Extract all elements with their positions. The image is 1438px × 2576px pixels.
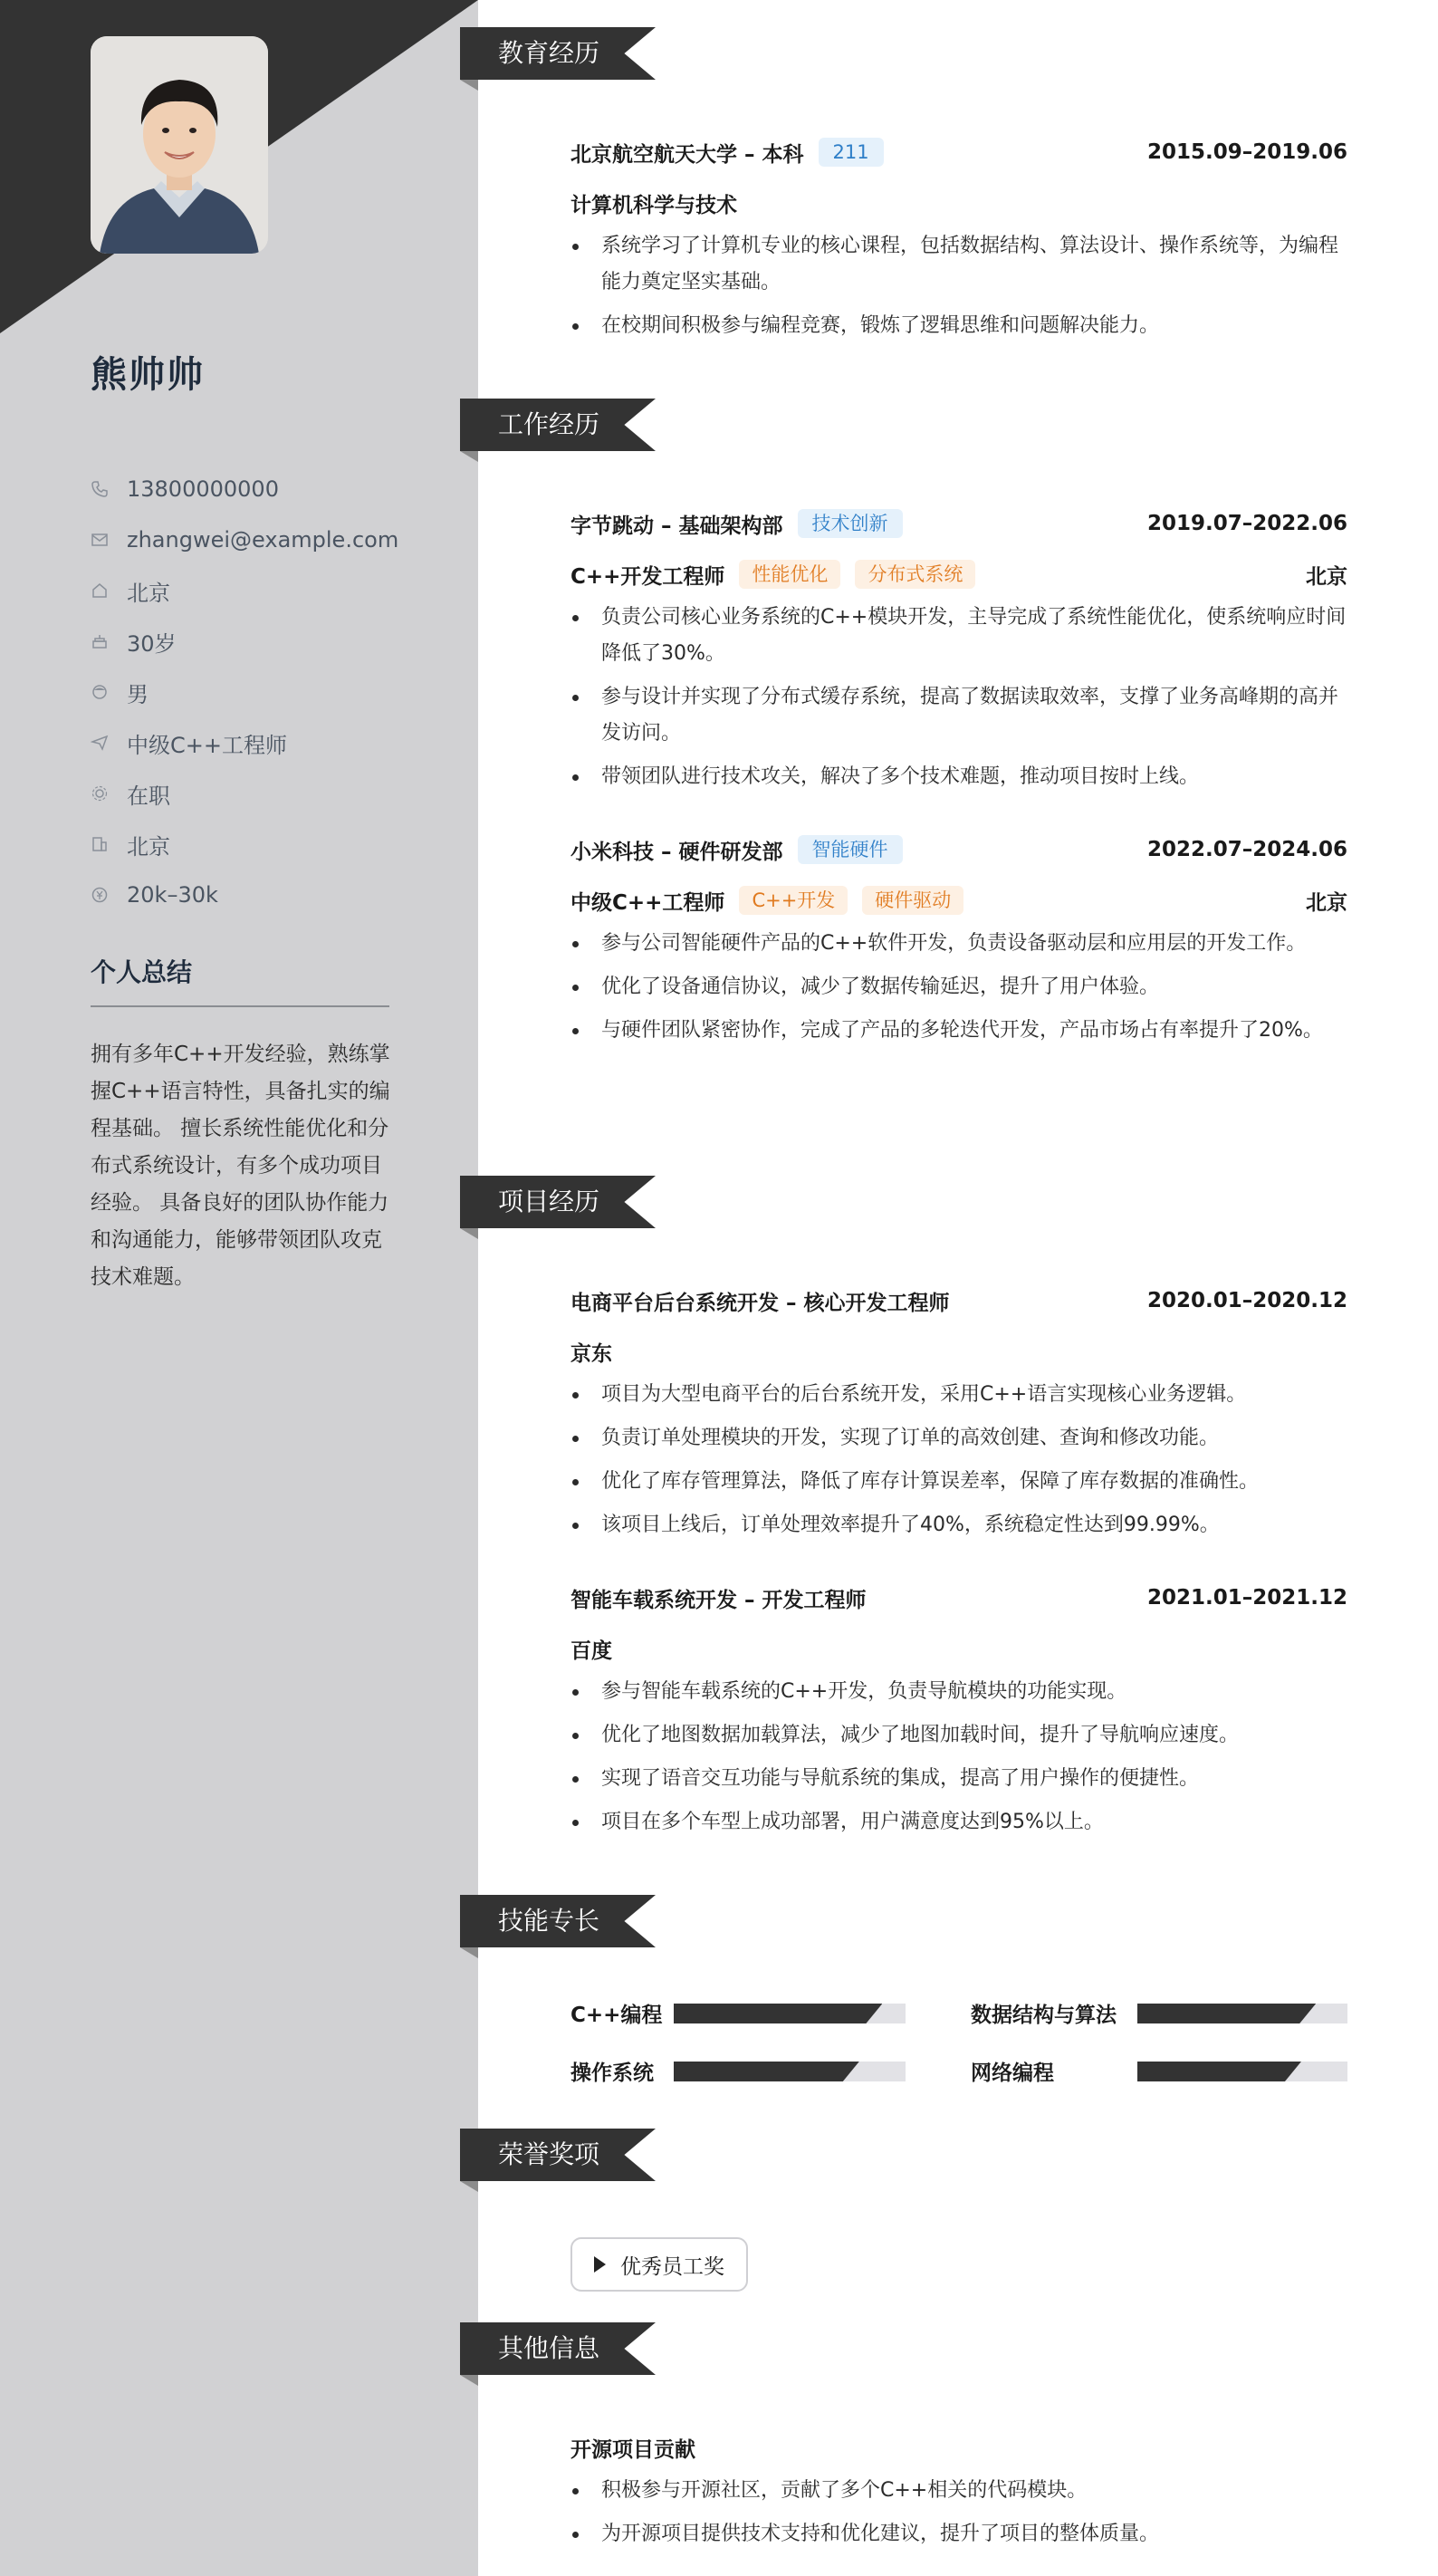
project-company: 百度 [570, 1639, 612, 1663]
company-tag: 技术创新 [798, 509, 903, 538]
ribbon-fold [460, 2375, 478, 2386]
section-title: 工作经历 [498, 409, 600, 439]
skill-name: 网络编程 [971, 2061, 1054, 2085]
list-item: 优化了库存管理算法，降低了库存计算误差率，保障了库存数据的准确性。 [570, 1464, 1347, 1500]
skill-bar-track [674, 2062, 906, 2081]
ribbon-fold [460, 80, 478, 91]
list-item: 积极参与开源社区，贡献了多个C++相关的代码模块。 [570, 2473, 1347, 2509]
skill-item [570, 1994, 662, 2031]
other-bullets [570, 2473, 1347, 2552]
company-name: 字节跳动 – 基础架构部 [570, 514, 783, 538]
phone-icon [91, 480, 109, 498]
list-item: 该项目上线后，订单处理效率提升了40%，系统稳定性达到99.99%。 [570, 1507, 1347, 1543]
section-title: 教育经历 [498, 38, 600, 68]
candidate-name: 熊帅帅 [91, 354, 205, 396]
job-bullets [570, 926, 1347, 1049]
position-text: 中级C++工程师 [127, 732, 287, 758]
play-icon [594, 2256, 606, 2273]
building-icon [91, 835, 109, 853]
project-date: 2021.01–2021.12 [1146, 1586, 1347, 1610]
list-item: 系统学习了计算机专业的核心课程，包括数据结构、算法设计、操作系统等，为编程能力奠定坚实基础。 [570, 228, 1347, 301]
list-item: 为开源项目提供技术支持和优化建议，提升了项目的整体质量。 [570, 2516, 1347, 2552]
list-item: 项目在多个车型上成功部署，用户满意度达到95%以上。 [570, 1804, 1347, 1841]
section-title: 荣誉奖项 [498, 2139, 600, 2169]
project-name: 电商平台后台系统开发 – 核心开发工程师 [570, 1291, 950, 1315]
list-item: 负责订单处理模块的开发，实现了订单的高效创建、查询和修改功能。 [570, 1420, 1347, 1456]
status-text: 在职 [127, 783, 170, 809]
info-position [91, 717, 398, 768]
contact-info-list [91, 464, 398, 920]
ribbon-fold [460, 1228, 478, 1239]
cake-icon [91, 632, 109, 650]
list-item: 负责公司核心业务系统的C++模块开发，主导完成了系统性能优化，使系统响应时间降低了30%。 [570, 600, 1347, 672]
skill-item [971, 1994, 1117, 2031]
skill-tag: 硬件驱动 [862, 886, 963, 915]
award-badge [570, 2237, 748, 2292]
info-status [91, 768, 398, 819]
project-name: 智能车载系统开发 – 开发工程师 [570, 1588, 867, 1612]
other-heading: 开源项目贡献 [570, 2437, 695, 2462]
skill-item [971, 2052, 1054, 2089]
info-gender [91, 667, 398, 717]
skill-bar-track [674, 2004, 906, 2023]
job-role: 中级C++工程师 [570, 890, 725, 915]
list-item: 与硬件团队紧密协作，完成了产品的多轮迭代开发，产品市场占有率提升了20%。 [570, 1013, 1347, 1049]
section-title: 其他信息 [498, 2333, 600, 2363]
school-name: 北京航空航天大学 – 本科 [570, 142, 804, 167]
home-icon [91, 582, 109, 600]
money-icon [91, 886, 109, 904]
award-name: 优秀员工奖 [620, 2254, 724, 2279]
info-city [91, 565, 398, 616]
skill-bar-fill [1137, 2004, 1316, 2023]
education-bullets [570, 228, 1347, 344]
project-company: 京东 [570, 1341, 612, 1366]
info-work-city [91, 819, 398, 870]
company-name: 小米科技 – 硬件研发部 [570, 840, 783, 864]
job-bullets [570, 600, 1347, 795]
city-text: 北京 [127, 580, 170, 606]
company-tag: 智能硬件 [798, 835, 903, 864]
project-bullets [570, 1377, 1347, 1543]
info-salary [91, 870, 398, 920]
gender-icon [91, 683, 109, 701]
skill-bar-fill [1137, 2062, 1301, 2081]
skill-name: 数据结构与算法 [971, 2003, 1117, 2027]
job-role: C++开发工程师 [570, 564, 725, 589]
ribbon-fold [460, 1947, 478, 1958]
list-item: 项目为大型电商平台的后台系统开发，采用C++语言实现核心业务逻辑。 [570, 1377, 1347, 1413]
sidebar [0, 0, 478, 2576]
main-content [478, 0, 1438, 2576]
job-entry [570, 831, 1347, 1056]
ribbon-fold [460, 2181, 478, 2192]
section-title: 技能专长 [498, 1906, 600, 1936]
status-icon [91, 784, 109, 803]
summary-heading: 个人总结 [91, 957, 193, 987]
work-city-text: 北京 [127, 833, 170, 860]
skill-bar-track [1137, 2062, 1347, 2081]
project-bullets [570, 1674, 1347, 1841]
section-title: 项目经历 [498, 1187, 600, 1216]
job-entry [570, 505, 1347, 803]
list-item: 优化了设备通信协议，减少了数据传输延迟，提升了用户体验。 [570, 969, 1347, 1005]
project-entry [570, 1580, 1347, 1848]
skill-item [570, 2052, 654, 2089]
list-item: 参与公司智能硬件产品的C++软件开发，负责设备驱动层和应用层的开发工作。 [570, 926, 1347, 962]
info-age [91, 616, 398, 667]
major: 计算机科学与技术 [570, 193, 737, 217]
job-location: 北京 [1306, 890, 1347, 915]
salary-text: 20k–30k [127, 882, 218, 908]
avatar [91, 36, 268, 254]
ribbon-fold [460, 451, 478, 462]
info-email [91, 514, 398, 565]
age-text: 30岁 [127, 630, 177, 657]
skill-tag: 性能优化 [739, 560, 840, 589]
phone-text: 13800000000 [127, 476, 279, 502]
info-phone [91, 464, 398, 514]
skill-tag: C++开发 [739, 886, 848, 915]
skill-tag: 分布式系统 [855, 560, 975, 589]
school-tag: 211 [819, 138, 884, 167]
education-date: 2015.09–2019.06 [1146, 140, 1347, 164]
summary-divider [91, 1005, 389, 1007]
email-text: zhangwei@example.com [127, 527, 399, 553]
send-icon [91, 734, 109, 752]
skill-bar-fill [674, 2004, 882, 2023]
gender-text: 男 [127, 681, 149, 707]
list-item: 参与智能车载系统的C++开发，负责导航模块的功能实现。 [570, 1674, 1347, 1710]
skill-name: 操作系统 [570, 2061, 654, 2085]
list-item: 带领团队进行技术攻关，解决了多个技术难题，推动项目按时上线。 [570, 759, 1347, 795]
job-location: 北京 [1306, 564, 1347, 589]
list-item: 在校期间积极参与编程竞赛，锻炼了逻辑思维和问题解决能力。 [570, 308, 1347, 344]
skill-bar-track [1137, 2004, 1347, 2023]
project-entry [570, 1283, 1347, 1551]
skill-bar-fill [674, 2062, 859, 2081]
education-entry [570, 134, 1347, 351]
list-item: 参与设计并实现了分布式缓存系统，提高了数据读取效率，支撑了业务高峰期的高并发访问。 [570, 679, 1347, 752]
other-entry [570, 2429, 1347, 2560]
list-item: 优化了地图数据加载算法，减少了地图加载时间，提升了导航响应速度。 [570, 1717, 1347, 1754]
job-date: 2022.07–2024.06 [1146, 838, 1347, 861]
job-date: 2019.07–2022.06 [1146, 512, 1347, 535]
project-date: 2020.01–2020.12 [1146, 1289, 1347, 1312]
avatar-portrait-icon [91, 36, 268, 254]
summary-text: 拥有多年C++开发经验，熟练掌握C++语言特性，具备扎实的编程基础。 擅长系统性能优化和分布式系统设计，有多个成功项目经验。 具备良好的团队协作能力和沟通能力，能够带领团队攻克技术难题。 [91, 1043, 390, 1289]
mail-icon [91, 531, 109, 549]
list-item: 实现了语音交互功能与导航系统的集成，提高了用户操作的便捷性。 [570, 1761, 1347, 1797]
skill-name: C++编程 [570, 2003, 663, 2027]
